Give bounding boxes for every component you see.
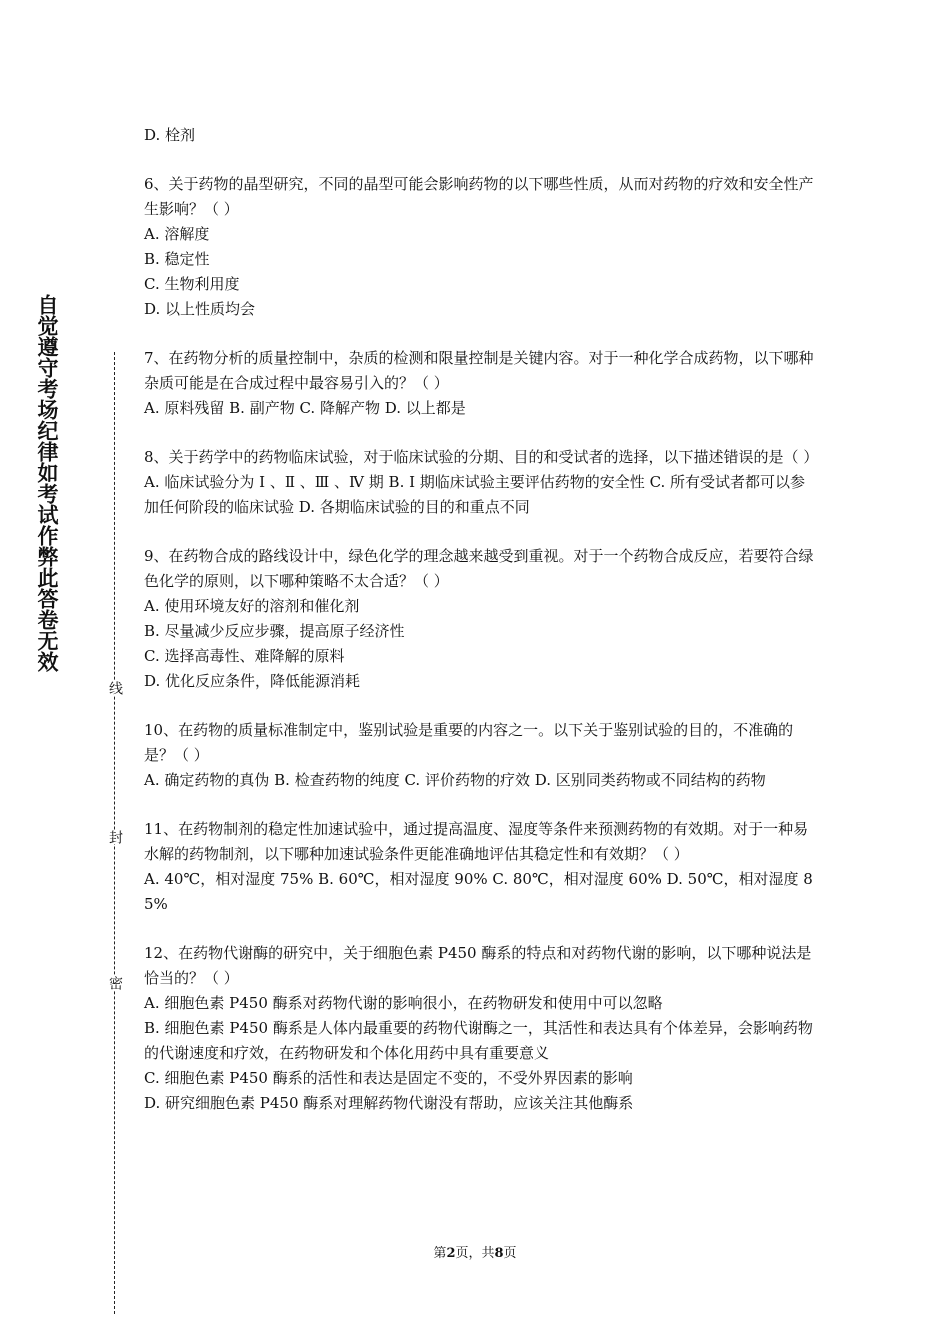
question-7 xyxy=(144,346,814,421)
option-d: D. 以上性质均会 xyxy=(144,300,256,318)
question-stem: 6、关于药物的晶型研究，不同的晶型可能会影响药物的以下哪些性质，从而对药物的疗效和安全性产生影响？（ ） xyxy=(144,175,814,218)
question-stem: 7、在药物分析的质量控制中，杂质的检测和限量控制是关键内容。对于一种化学合成药物，以下哪种杂质可能是在合成过程中最容易引入的？（ ） xyxy=(144,349,814,392)
question-11 xyxy=(144,817,814,917)
page-footer xyxy=(0,1245,950,1263)
option-d: D. 栓剂 xyxy=(144,126,196,144)
question-10 xyxy=(144,718,814,793)
question-12 xyxy=(144,941,814,1116)
side-slogan: 自觉遵守考场纪律如考试作弊此答卷无效 xyxy=(35,294,59,672)
footer-suffix: 页 xyxy=(503,1246,517,1261)
inline-options: A. 临床试验分为 Ⅰ 、Ⅱ 、Ⅲ 、Ⅳ 期 B. Ⅰ 期临床试验主要评估药物的安全性 C. 所有受试者都可以参加任何阶段的临床试验 D. 各期临床试验的目的和重点不同 xyxy=(144,473,806,516)
option-b: B. 稳定性 xyxy=(144,250,210,268)
option-a: A. 溶解度 xyxy=(144,225,210,243)
question-9 xyxy=(144,544,814,694)
question-6 xyxy=(144,172,814,322)
footer-middle: 页，共 xyxy=(455,1246,495,1261)
question-stem: 8、关于药学中的药物临床试验，对于临床试验的分期、目的和受试者的选择，以下描述错误的是（ ） xyxy=(144,448,819,466)
current-page-number: 2 xyxy=(446,1246,456,1261)
option-a: A. 细胞色素 P450 酶系对药物代谢的影响很小，在药物研发和使用中可以忽略 xyxy=(144,994,663,1012)
binding-label-secret: 密 xyxy=(107,976,123,990)
inline-options: A. 确定药物的真伪 B. 检查药物的纯度 C. 评价药物的疗效 D. 区别同类药物或不同结构的药物 xyxy=(144,771,766,789)
option-b: B. 细胞色素 P450 酶系是人体内最重要的药物代谢酶之一，其活性和表达具有个体差异，会影响药物的代谢速度和疗效，在药物研发和个体化用药中具有重要意义 xyxy=(144,1019,813,1062)
inline-options: A. 40℃，相对湿度 75% B. 60℃，相对湿度 90% C. 80℃，相对湿度 60% D. 50℃，相对湿度 85% xyxy=(144,870,813,913)
footer-prefix: 第 xyxy=(433,1246,447,1261)
question-stem: 12、在药物代谢酶的研究中，关于细胞色素 P450 酶系的特点和对药物代谢的影响，以下哪种说法是恰当的？（ ） xyxy=(144,944,812,987)
total-page-number: 8 xyxy=(494,1246,504,1261)
option-d: D. 优化反应条件，降低能源消耗 xyxy=(144,672,361,690)
question-stem: 10、在药物的质量标准制定中，鉴别试验是重要的内容之一。以下关于鉴别试验的目的，不准确的是？（ ） xyxy=(144,721,794,764)
option-b: B. 尽量减少反应步骤，提高原子经济性 xyxy=(144,622,405,640)
question-stem: 11、在药物制剂的稳定性加速试验中，通过提高温度、湿度等条件来预测药物的有效期。对于一种易水解的药物制剂，以下哪种加速试验条件更能准确地评估其稳定性和有效期？（ ） xyxy=(144,820,809,863)
question-stem: 9、在药物合成的路线设计中，绿色化学的理念越来越受到重视。对于一个药物合成反应，若要符合绿色化学的原则，以下哪种策略不太合适？（ ） xyxy=(144,547,814,590)
option-c: C. 选择高毒性、难降解的原料 xyxy=(144,647,345,665)
question-list xyxy=(144,123,819,1140)
question-5-tail xyxy=(144,123,814,148)
binding-label-seal: 封 xyxy=(107,830,123,844)
option-c: C. 细胞色素 P450 酶系的活性和表达是固定不变的，不受外界因素的影响 xyxy=(144,1069,633,1087)
option-d: D. 研究细胞色素 P450 酶系对理解药物代谢没有帮助，应该关注其他酶系 xyxy=(144,1094,634,1112)
option-c: C. 生物利用度 xyxy=(144,275,240,293)
inline-options: A. 原料残留 B. 副产物 C. 降解产物 D. 以上都是 xyxy=(144,399,466,417)
binding-label-line: 线 xyxy=(107,681,123,695)
question-8 xyxy=(144,445,819,520)
option-a: A. 使用环境友好的溶剂和催化剂 xyxy=(144,597,360,615)
